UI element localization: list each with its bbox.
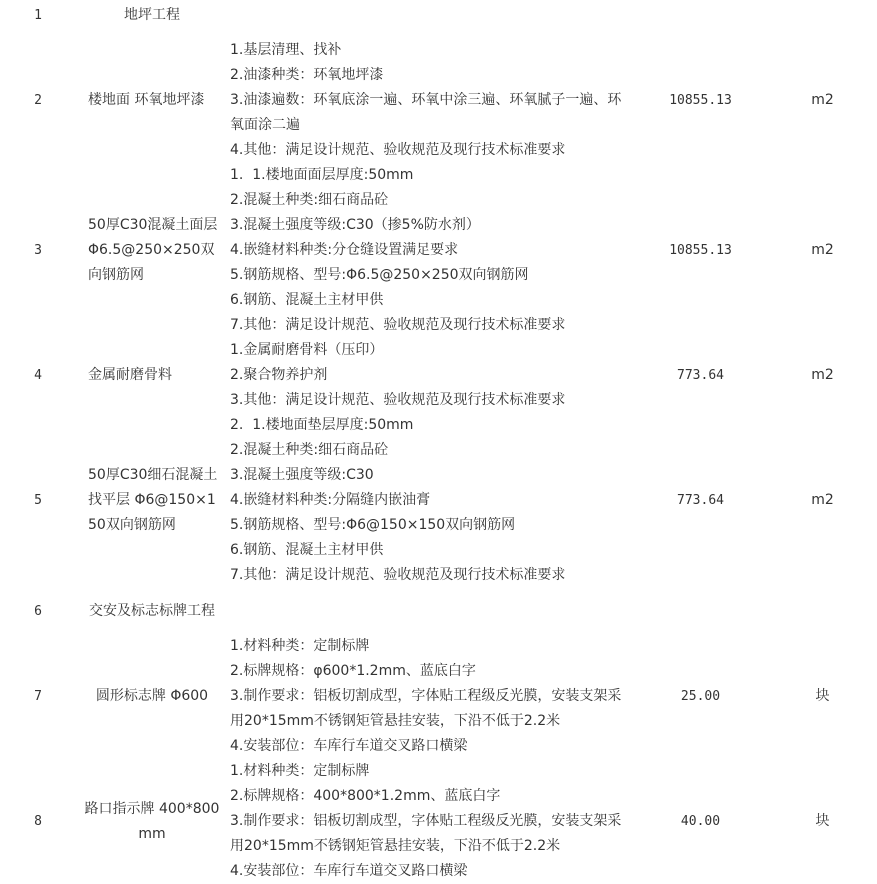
description-line: 3.混凝土强度等级:C30	[230, 467, 374, 483]
row-number: 5	[34, 493, 42, 508]
description-line: 5.钢筋规格、型号:Φ6@150×150双向钢筋网	[230, 517, 516, 533]
item-name: 50厚C30混凝土面层 Φ6.5@250×250双向钢筋网	[88, 217, 218, 283]
description-line: 3.混凝土强度等级:C30（掺5%防水剂）	[230, 217, 480, 233]
item-unit	[768, 588, 877, 634]
row-number: 8	[34, 814, 42, 829]
description-line: 3.其他：满足设计规范、验收规范及现行技术标准要求	[230, 392, 566, 408]
description-line: 1. 1.楼地面面层厚度:50mm	[230, 167, 414, 183]
row-number: 7	[34, 689, 42, 704]
description-line: 4.其他：满足设计规范、验收规范及现行技术标准要求	[230, 142, 566, 158]
description-line: 2.聚合物养护剂	[230, 367, 328, 383]
item-unit: 块	[815, 813, 830, 829]
item-name: 金属耐磨骨料	[88, 367, 172, 383]
table-row	[0, 38, 877, 163]
item-unit: m2	[811, 367, 834, 383]
description-line: 2.标牌规格：φ600*1.2mm、蓝底白字	[230, 663, 476, 679]
item-quantity	[633, 0, 768, 38]
item-name: 楼地面 环氧地坪漆	[88, 92, 205, 108]
item-description	[228, 338, 633, 413]
item-description	[228, 413, 633, 588]
item-name: 地坪工程	[124, 6, 180, 23]
item-quantity: 10855.13	[669, 243, 732, 258]
table-row	[0, 338, 877, 413]
description-line: 4.安装部位：车库行车道交叉路口横梁	[230, 863, 468, 879]
description-line: 4.嵌缝材料种类:分隔缝内嵌油膏	[230, 492, 431, 508]
item-quantity: 25.00	[680, 689, 721, 704]
row-number: 2	[34, 93, 42, 108]
description-line: 2.油漆种类：环氧地坪漆	[230, 67, 384, 83]
description-line: 3.油漆遍数：环氧底涂一遍、环氧中涂三遍、环氧腻子一遍、环氧面涂二遍	[230, 92, 622, 133]
item-unit	[768, 0, 877, 38]
item-name: 圆形标志牌 Φ600	[95, 688, 209, 704]
description-line: 4.嵌缝材料种类:分仓缝设置满足要求	[230, 242, 459, 258]
item-name: 交安及标志标牌工程	[89, 602, 215, 619]
description-line: 1.材料种类：定制标牌	[230, 763, 370, 779]
item-description	[228, 759, 633, 884]
table-row	[0, 0, 877, 38]
description-line: 2. 1.楼地面垫层厚度:50mm	[230, 417, 414, 433]
row-number: 1	[34, 7, 42, 23]
item-name: 50厚C30细石混凝土找平层 Φ6@150×150双向钢筋网	[88, 467, 218, 533]
description-line: 6.钢筋、混凝土主材甲供	[230, 542, 384, 558]
item-description	[228, 163, 633, 338]
description-line: 4.安装部位：车库行车道交叉路口横梁	[230, 738, 468, 754]
description-line: 1.金属耐磨骨料（压印）	[230, 342, 384, 358]
description-line: 6.钢筋、混凝土主材甲供	[230, 292, 384, 308]
table-row	[0, 588, 877, 634]
item-quantity: 40.00	[680, 814, 721, 829]
item-name: 路口指示牌 400*800mm	[84, 800, 220, 842]
description-line: 2.混凝土种类:细石商品砼	[230, 192, 389, 208]
description-line: 2.标牌规格：400*800*1.2mm、蓝底白字	[230, 788, 501, 804]
item-unit: m2	[811, 242, 834, 258]
item-unit: m2	[811, 492, 834, 508]
item-description	[228, 38, 633, 163]
row-number: 4	[34, 368, 42, 383]
item-description	[228, 0, 633, 38]
item-unit: 块	[815, 688, 830, 704]
description-line: 7.其他：满足设计规范、验收规范及现行技术标准要求	[230, 567, 566, 583]
item-description	[228, 634, 633, 759]
item-quantity	[633, 588, 768, 634]
table-row	[0, 163, 877, 338]
table-row	[0, 634, 877, 759]
description-line: 7.其他：满足设计规范、验收规范及现行技术标准要求	[230, 317, 566, 333]
item-quantity: 773.64	[677, 493, 724, 508]
row-number: 6	[34, 603, 42, 619]
description-line: 1.材料种类：定制标牌	[230, 638, 370, 654]
description-line: 3.制作要求：铝板切割成型，字体贴工程级反光膜，安装支架采用20*15mm不锈钢矩管悬挂安装，下沿不低于2.2米	[230, 813, 622, 854]
row-number: 3	[34, 243, 42, 258]
item-unit: m2	[811, 92, 834, 108]
description-line: 3.制作要求：铝板切割成型，字体贴工程级反光膜，安装支架采用20*15mm不锈钢矩管悬挂安装，下沿不低于2.2米	[230, 688, 622, 729]
description-line: 1.基层清理、找补	[230, 42, 342, 58]
table-row	[0, 759, 877, 884]
item-description	[228, 588, 633, 634]
table-row	[0, 413, 877, 588]
item-quantity: 10855.13	[669, 93, 732, 108]
description-line: 5.钢筋规格、型号:Φ6.5@250×250双向钢筋网	[230, 267, 529, 283]
description-line: 2.混凝土种类:细石商品砼	[230, 442, 389, 458]
item-quantity: 773.64	[677, 368, 724, 383]
